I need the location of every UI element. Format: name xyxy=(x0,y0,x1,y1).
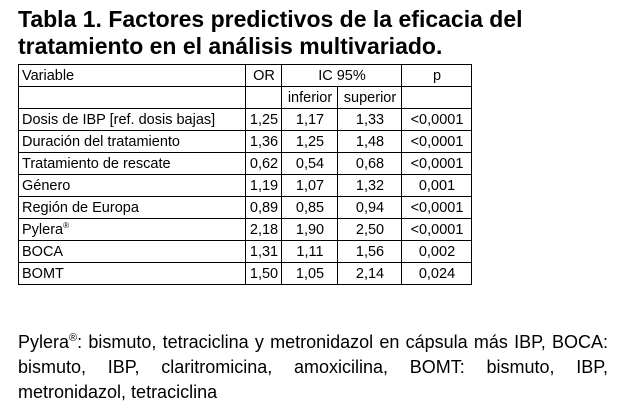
cell-variable xyxy=(19,263,246,285)
cell-superior: 2,14 xyxy=(338,263,402,285)
cell-inferior: 1,11 xyxy=(282,241,338,263)
table-row xyxy=(19,175,472,197)
cell-inferior: 1,90 xyxy=(282,219,338,241)
cell-p: 0,002 xyxy=(402,241,472,263)
cell-or: 0,62 xyxy=(246,153,282,175)
header-variable: Variable xyxy=(19,65,246,87)
cell-or: 1,50 xyxy=(246,263,282,285)
variable-label: BOCA xyxy=(22,244,64,260)
variable-label: Región de Europa xyxy=(22,200,139,216)
cell-or: 1,31 xyxy=(246,241,282,263)
cell-superior: 1,32 xyxy=(338,175,402,197)
cell-superior: 1,48 xyxy=(338,131,402,153)
cell-p: <0,0001 xyxy=(402,131,472,153)
table-row xyxy=(19,109,472,131)
cell-variable xyxy=(19,241,246,263)
cell-or: 0,89 xyxy=(246,197,282,219)
variable-label: BOMT xyxy=(22,266,64,282)
cell-or: 1,25 xyxy=(246,109,282,131)
table-row xyxy=(19,153,472,175)
multivariate-results-table xyxy=(18,64,472,285)
footnote xyxy=(18,330,608,405)
variable-label: Tratamiento de rescate xyxy=(22,156,171,172)
cell-superior: 0,68 xyxy=(338,153,402,175)
cell-p: 0,001 xyxy=(402,175,472,197)
cell-variable xyxy=(19,109,246,131)
table-row xyxy=(19,263,472,285)
cell-inferior: 0,85 xyxy=(282,197,338,219)
header-superior: superior xyxy=(338,87,402,109)
footnote-term: Pylera xyxy=(18,332,70,352)
cell-variable xyxy=(19,197,246,219)
cell-inferior: 0,54 xyxy=(282,153,338,175)
cell-superior: 2,50 xyxy=(338,219,402,241)
cell-variable xyxy=(19,175,246,197)
cell-p: <0,0001 xyxy=(402,153,472,175)
table-body xyxy=(19,109,472,285)
header-row-sub xyxy=(19,87,472,109)
table-row xyxy=(19,197,472,219)
table-title: Tabla 1. Factores predictivos de la eficacia del tratamiento en el análisis multivariado. xyxy=(18,6,523,59)
cell-variable xyxy=(19,131,246,153)
table-row xyxy=(19,241,472,263)
header-sub-empty-p xyxy=(402,87,472,109)
cell-inferior: 1,17 xyxy=(282,109,338,131)
variable-label: Dosis de IBP [ref. dosis bajas] xyxy=(22,112,216,128)
cell-superior: 0,94 xyxy=(338,197,402,219)
header-row-main xyxy=(19,65,472,87)
cell-or: 1,36 xyxy=(246,131,282,153)
cell-p: <0,0001 xyxy=(402,109,472,131)
results-table-container xyxy=(18,64,472,285)
cell-p: 0,024 xyxy=(402,263,472,285)
table-row xyxy=(19,219,472,241)
footnote-text: : bismuto, tetraciclina y metronidazol en cápsula más IBP, BOCA: bismuto, IBP, claritromicina, amoxicilina, BOMT: bismuto, IBP, metronidazol, tetraciclina xyxy=(18,332,608,402)
variable-label: Género xyxy=(22,178,71,194)
header-ic: IC 95% xyxy=(282,65,402,87)
cell-superior: 1,56 xyxy=(338,241,402,263)
cell-p: <0,0001 xyxy=(402,219,472,241)
header-p: p xyxy=(402,65,472,87)
header-sub-empty-variable xyxy=(19,87,246,109)
header-or: OR xyxy=(246,65,282,87)
header-inferior: inferior xyxy=(282,87,338,109)
footnote-registered-mark: ® xyxy=(69,332,78,344)
cell-or: 1,19 xyxy=(246,175,282,197)
table-row xyxy=(19,131,472,153)
cell-inferior: 1,25 xyxy=(282,131,338,153)
cell-or: 2,18 xyxy=(246,219,282,241)
header-sub-empty-or xyxy=(246,87,282,109)
variable-label: Duración del tratamiento xyxy=(22,134,180,150)
registered-mark: ® xyxy=(63,221,70,231)
variable-label: Pylera xyxy=(22,222,64,238)
cell-p: <0,0001 xyxy=(402,197,472,219)
cell-inferior: 1,07 xyxy=(282,175,338,197)
cell-variable xyxy=(19,219,246,241)
cell-superior: 1,33 xyxy=(338,109,402,131)
cell-variable xyxy=(19,153,246,175)
cell-inferior: 1,05 xyxy=(282,263,338,285)
